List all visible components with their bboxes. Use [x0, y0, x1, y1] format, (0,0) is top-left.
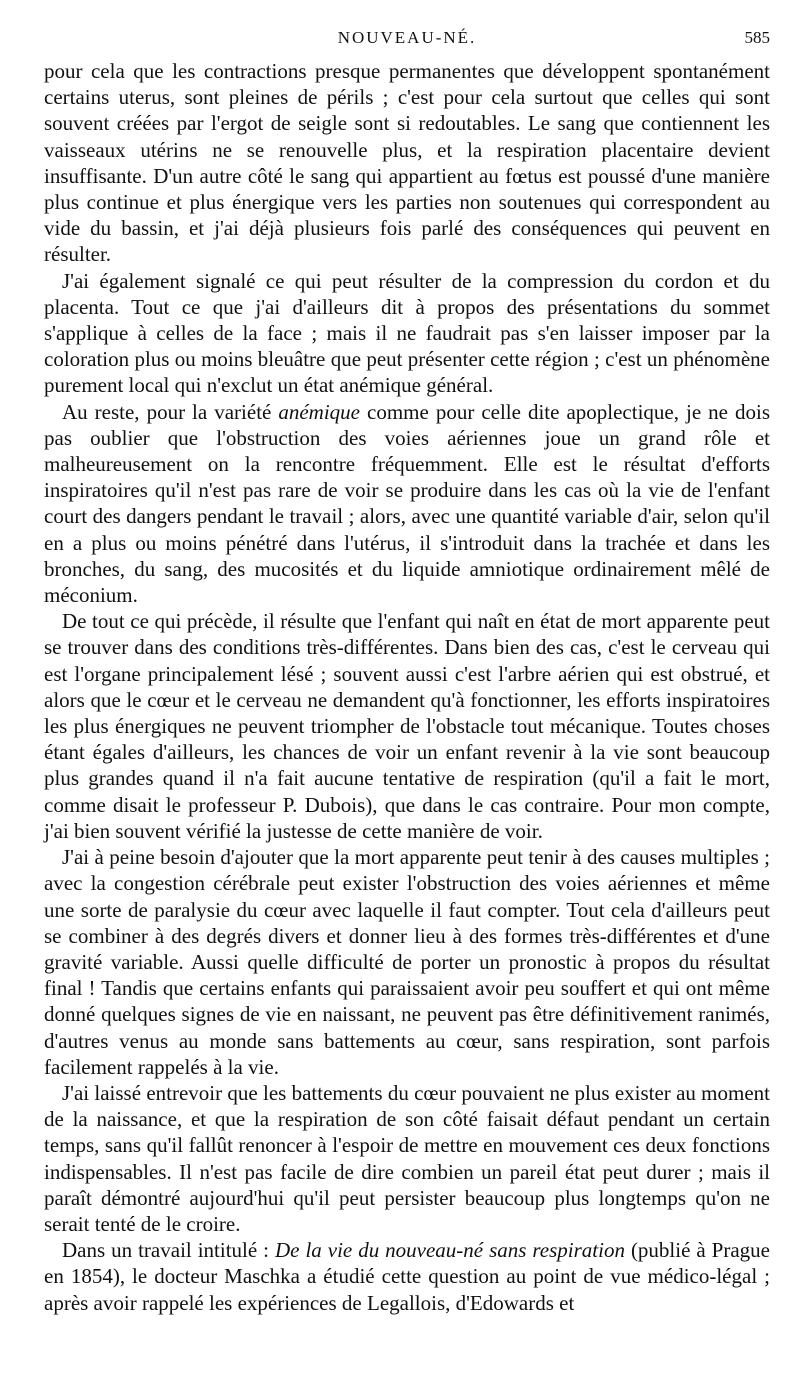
paragraph-4: De tout ce qui précède, il résulte que l'enfant qui naît en état de mort apparente peut se trouver dans des conditions très-différentes. Dans bien des cas, c'est le cerveau qui est l'organe principalement lésé ; souvent aussi c'est l'arbre aérien qui est obstrué, et alors que le cœur et le cerveau ne demandent qu'à fonctionner, les efforts inspiratoires les plus énergiques ne peuvent triompher de l'obstacle tout mécanique. Toutes choses étant égales d'ailleurs, les chances de voir un enfant revenir à la vie sont beaucoup plus grandes quand il n'a fait aucune tentative de respiration (qu'il a fait le mort, comme disait le professeur P. Dubois), que dans le cas contraire. Pour mon compte, j'ai bien souvent vérifié la justesse de cette manière de voir. [44, 609, 770, 843]
paragraph-3-emphasis: anémique [278, 399, 361, 424]
body-text [44, 58, 770, 1316]
page-number: 585 [744, 28, 770, 47]
paragraph-7-before: Dans un travail intitulé : [62, 1238, 275, 1263]
running-title: NOUVEAU-NÉ. [337, 28, 477, 47]
paragraph-3-before: Au reste, pour la variété [62, 399, 279, 424]
paragraph-1: pour cela que les contractions presque permanentes que développent spontanément certains uterus, sont pleines de périls ; c'est pour cela surtout que celles qui sont souvent créées par l'ergot de seigle sont si redoutables. Le sang que contiennent les vaisseaux utérins ne se renouvelle plus, et la respiration placentaire devient insuffisante. D'un autre côté le sang qui appartient au fœtus est poussé d'une manière plus continue et plus énergique vers les parties non soutenues qui correspondent au vide du bassin, et j'ai déjà plusieurs fois parlé des conséquences qui peuvent en résulter. [44, 59, 770, 267]
page-header [44, 28, 770, 58]
paragraph-7 [44, 1237, 770, 1316]
paragraph-6: J'ai laissé entrevoir que les battements du cœur pouvaient ne plus exister au moment de la naissance, et que la respiration de son côté faisait défaut pendant un certain temps, sans qu'il fallût renoncer à l'espoir de mettre en mouvement ces deux fonctions indispensables. Il n'est pas facile de dire combien un pareil état peut durer ; mais il paraît démontré aujourd'hui qu'il peut persister beaucoup plus longtemps qu'on ne serait tenté de le croire. [44, 1080, 770, 1236]
paragraph-2: J'ai également signalé ce qui peut résulter de la compression du cordon et du placenta. Tout ce que j'ai d'ailleurs dit à propos des présentations du sommet s'applique à celles de la face ; mais il ne faudrait pas s'en laisser imposer par la coloration plus ou moins bleuâtre que peut présenter cette région ; c'est un phénomène purement local qui n'exclut un état anémique général. [44, 268, 770, 398]
paragraph-5: J'ai à peine besoin d'ajouter que la mort apparente peut tenir à des causes multiples ; avec la congestion cérébrale peut exister l'obstruction des voies aériennes et même une sorte de paralysie du cœur avec laquelle il faut compter. Tout cela d'ailleurs peut se combiner à des degrés divers et donner lieu à des formes très-différentes et d'une gravité variable. Aussi quelle difficulté de porter un pronostic à propos du résultat final ! Tandis que certains enfants qui paraissaient avoir peu souffert et qui ont même donné quelques signes de vie en naissant, ne peuvent pas être définitivement ranimés, d'autres venus au monde sans battements au cœur, sans respiration, sont parfois facilement rappelés à la vie. [44, 845, 770, 1079]
paragraph-3 [44, 399, 770, 609]
paragraph-3-after: comme pour celle dite apoplectique, je ne dois pas oublier que l'obstruction des voies aériennes joue un grand rôle et malheureusement on la rencontre fréquemment. Elle est le résultat d'efforts inspiratoires qu'il n'est pas rare de voir se produire dans les cas où la vie de l'enfant court des dangers pendant le travail ; alors, avec une quantité variable d'air, selon qu'il en a plus ou moins pénétré dans l'utérus, il s'introduit dans la trachée et dans les bronches, du sang, des mucosités et du liquide amniotique ordinairement mêlé de méconium. [44, 399, 770, 608]
paragraph-7-after: (publié à Prague en 1854), le docteur Maschka a étudié cette question au point de vue médico-légal ; après avoir rappelé les expériences de Legallois, d'Edowards et [44, 1238, 770, 1315]
paragraph-7-title: De la vie du nouveau-né sans respiration [274, 1238, 625, 1263]
